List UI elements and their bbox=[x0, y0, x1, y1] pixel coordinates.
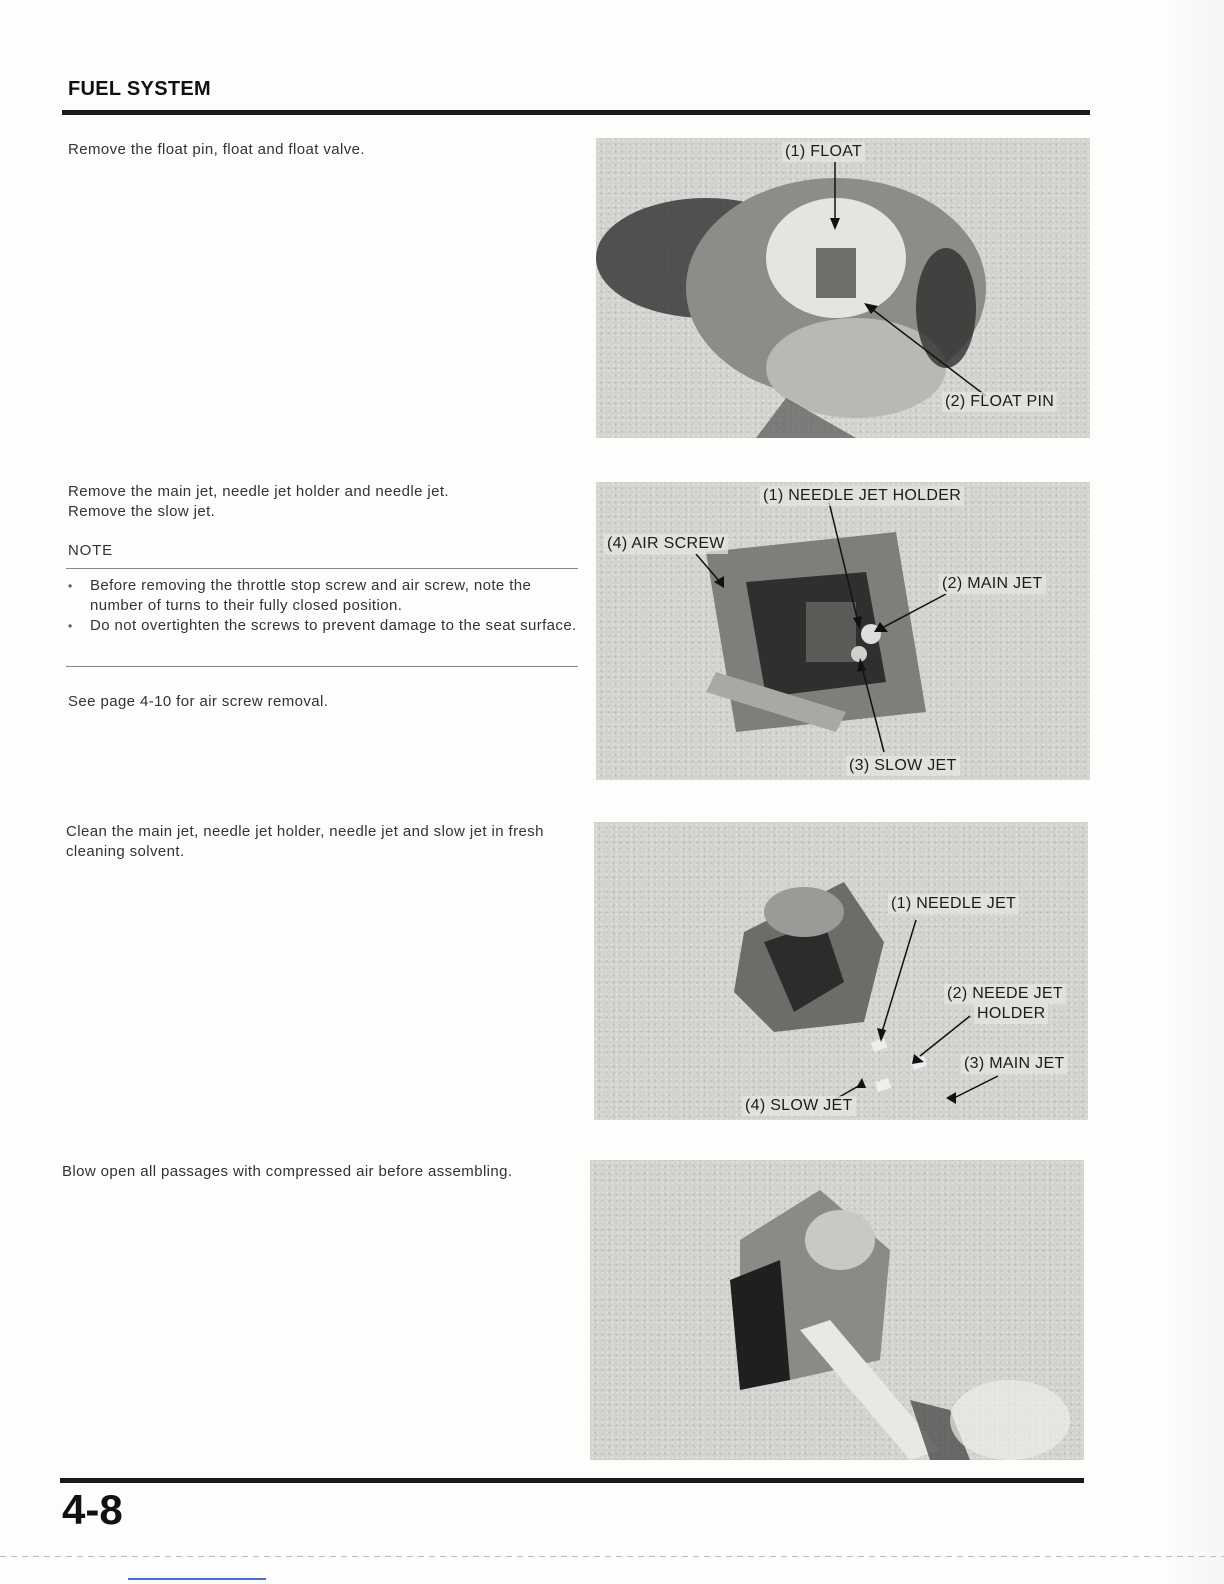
callout-slow-jet: (4) SLOW JET bbox=[742, 1096, 856, 1116]
callout-float-pin: (2) FLOAT PIN bbox=[942, 392, 1057, 412]
step-text-line: Remove the main jet, needle jet holder and needle jet. bbox=[68, 483, 449, 500]
step-text-blow-passages: Blow open all passages with compressed air before assembling. bbox=[62, 1163, 513, 1180]
step-text-remove-float: Remove the float pin, float and float valve. bbox=[68, 141, 365, 158]
photo-float-removal bbox=[596, 138, 1090, 438]
see-also-text: See page 4-10 for air screw removal. bbox=[68, 693, 329, 710]
note-item: • Do not overtighten the screws to prevent damage to the seat surface. bbox=[66, 616, 580, 636]
note-list bbox=[66, 576, 580, 636]
step-text-line: Remove the slow jet. bbox=[68, 503, 216, 520]
step-text-clean-jets: Clean the main jet, needle jet holder, needle jet and slow jet in fresh cleaning solvent. bbox=[66, 823, 544, 860]
photo-compressed-air-drawing bbox=[590, 1160, 1084, 1460]
page-number: 4-8 bbox=[62, 1486, 123, 1533]
callout-needle-jet-holder: (2) NEEDE JET bbox=[944, 984, 1066, 1004]
footer-rule bbox=[60, 1478, 1084, 1483]
callout-main-jet: (3) MAIN JET bbox=[961, 1054, 1068, 1074]
photo-jets-removal bbox=[596, 482, 1090, 780]
header-rule bbox=[62, 110, 1090, 115]
callout-float: (1) FLOAT bbox=[782, 142, 865, 162]
note-label: NOTE bbox=[68, 542, 113, 559]
callout-main-jet: (2) MAIN JET bbox=[939, 574, 1046, 594]
photo-jets-removal-drawing bbox=[596, 482, 1090, 780]
callout-slow-jet: (3) SLOW JET bbox=[846, 756, 960, 776]
callout-air-screw: (4) AIR SCREW bbox=[604, 534, 728, 554]
note-top-rule bbox=[66, 568, 578, 569]
section-header-title: FUEL SYSTEM bbox=[68, 78, 211, 100]
scan-edge-shading bbox=[1164, 0, 1224, 1584]
callout-holder: HOLDER bbox=[974, 1004, 1048, 1024]
scan-blue-mark bbox=[128, 1578, 266, 1580]
callout-needle-jet: (1) NEEDLE JET bbox=[888, 894, 1019, 914]
note-bottom-rule bbox=[66, 666, 578, 667]
note-item: • Before removing the throttle stop screw and air screw, note the number of turns to their fully closed position. bbox=[66, 576, 580, 616]
photo-jets-cleaning bbox=[594, 822, 1088, 1120]
photo-jets-cleaning-drawing bbox=[594, 822, 1088, 1120]
scan-bottom-artifact bbox=[0, 1556, 1224, 1557]
callout-needle-jet-holder: (1) NEEDLE JET HOLDER bbox=[760, 486, 964, 506]
step-text-remove-jets bbox=[68, 482, 578, 522]
photo-compressed-air bbox=[590, 1160, 1084, 1460]
